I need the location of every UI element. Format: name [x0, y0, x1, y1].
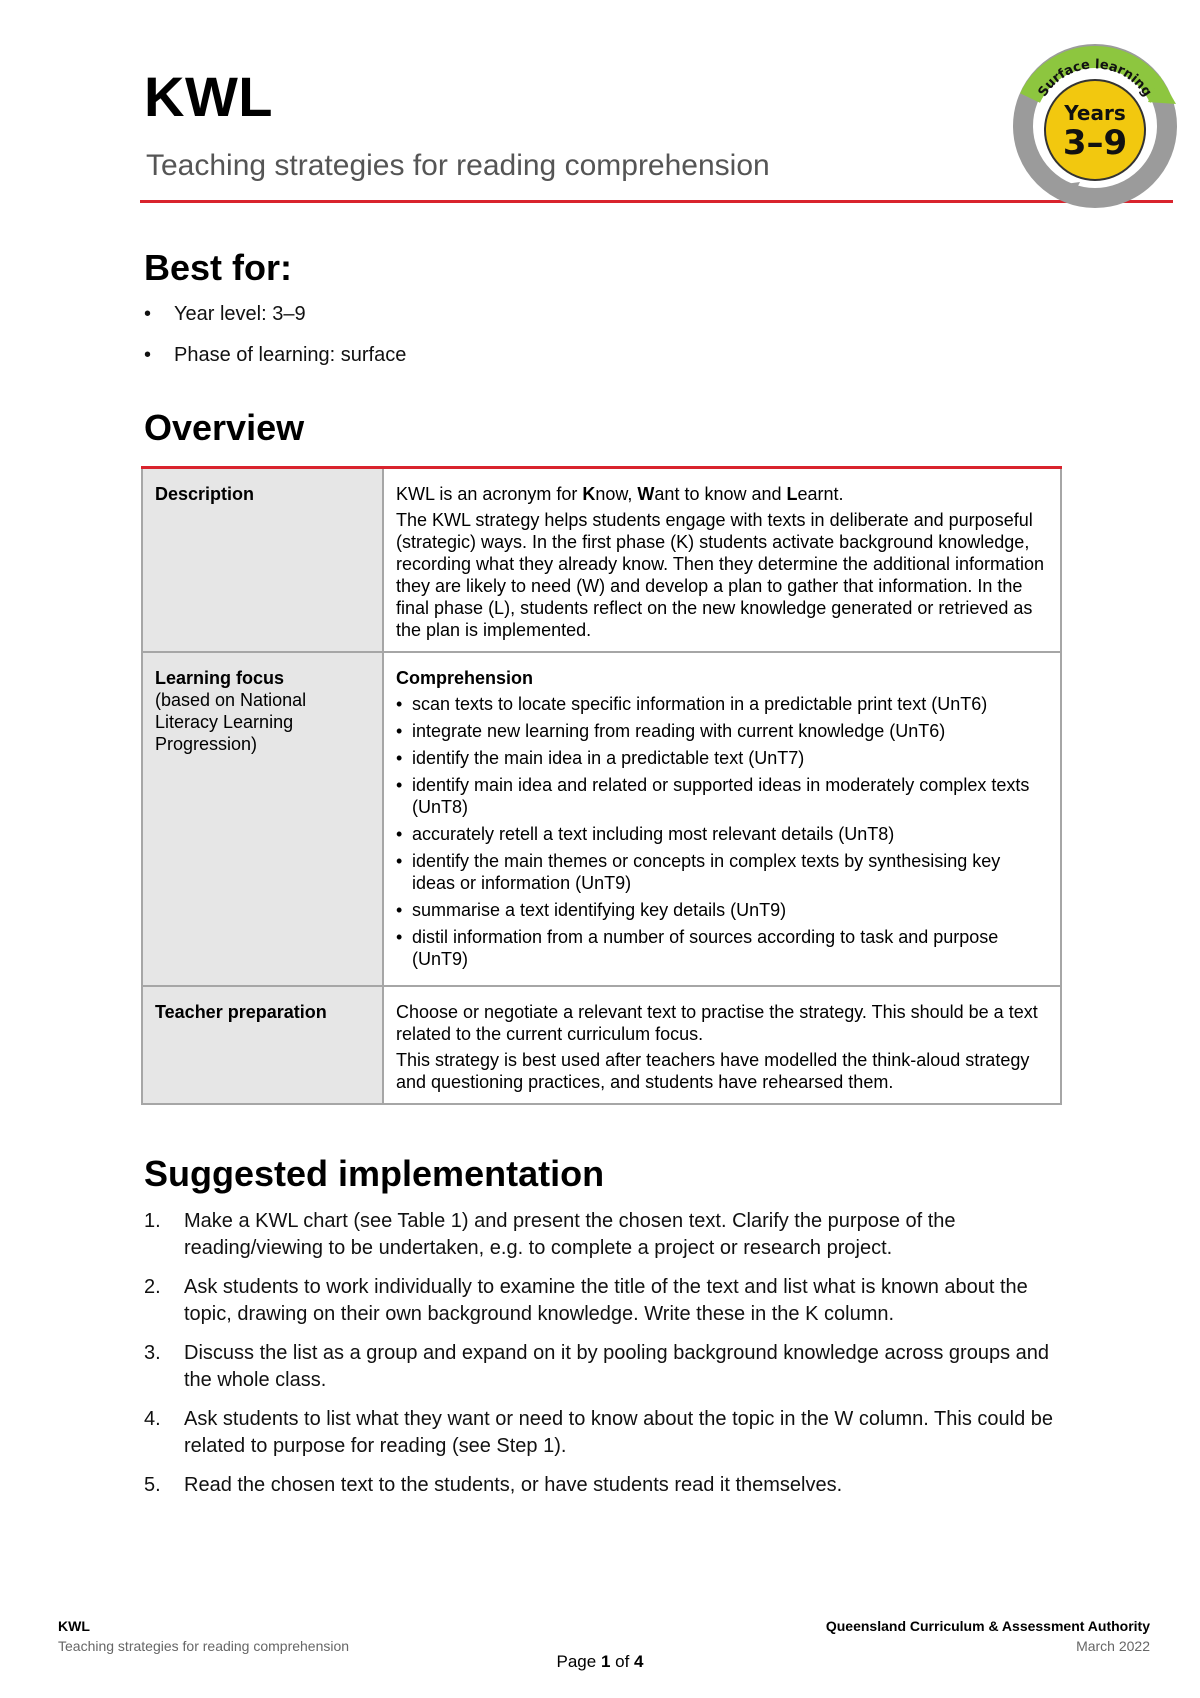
overview-heading: Overview	[144, 407, 305, 448]
list-item: • Phase of learning: surface	[144, 343, 406, 367]
list-item: • identify the main idea in a predictable text (UnT7)	[396, 747, 1048, 769]
years-badge-logo	[1010, 38, 1180, 208]
teacher-preparation-label: Teacher preparation	[155, 1002, 327, 1022]
description-intro: KWL is an acronym for Know, Want to know and Learnt.	[396, 484, 844, 504]
list-item: • distil information from a number of sources according to task and purpose (UnT9)	[396, 926, 1048, 970]
overview-table	[141, 466, 1062, 1105]
table-row-learning-focus	[142, 652, 1061, 986]
footer-right	[826, 1616, 1150, 1656]
list-item: • integrate new learning from reading with current knowledge (UnT6)	[396, 720, 1048, 742]
badge-top-label: Surface learning	[1035, 57, 1155, 100]
best-for-heading: Best for:	[144, 247, 293, 288]
list-item: • summarise a text identifying key details (UnT9)	[396, 899, 1048, 921]
comprehension-heading: Comprehension	[396, 668, 534, 688]
implementation-steps	[144, 1208, 1064, 1511]
teacher-preparation-cell	[383, 986, 1061, 1104]
implementation-heading: Suggested implementation	[144, 1153, 605, 1194]
footer-doc-subtitle: Teaching strategies for reading comprehension	[58, 1638, 350, 1654]
footer-date: March 2022	[1076, 1638, 1150, 1654]
learning-focus-note: (based on National Literacy Learning Progression)	[155, 690, 307, 754]
list-item: • identify main idea and related or supported ideas in moderately complex texts (UnT8)	[396, 774, 1048, 818]
list-item: • Year level: 3–9	[144, 302, 406, 326]
description-label: Description	[155, 484, 255, 504]
description-body: The KWL strategy helps students engage with texts in deliberate and purposeful (strategic) ways. In the first phase (K) students activate background knowledge, recording what they already know. Then they determine the additional information they are likely to need (W) and develop a plan to gather that information. In the final phase (L), students reflect on the new knowledge generated or retrieved as the plan is implemented.	[396, 510, 1045, 640]
list-item: • accurately retell a text including most relevant details (UnT8)	[396, 823, 1048, 845]
best-for-list	[144, 302, 406, 384]
table-label-cell	[142, 468, 383, 653]
table-row-teacher-preparation	[142, 986, 1061, 1104]
footer-left	[58, 1616, 349, 1656]
footer-organisation: Queensland Curriculum & Assessment Authority	[825, 1618, 1150, 1634]
step-item: 1. Make a KWL chart (see Table 1) and present the chosen text. Clarify the purpose of the reading/viewing to be undertaken, e.g. to complete a project or research project.	[144, 1210, 956, 1259]
page-number: Page 1 of 4	[556, 1652, 644, 1671]
step-item: 4. Ask students to list what they want or need to know about the topic in the W column. This could be related to purpose for reading (see Step 1).	[144, 1408, 1053, 1457]
list-item: • scan texts to locate specific information in a predictable print text (UnT6)	[396, 693, 1048, 715]
step-item: 5. Read the chosen text to the students, or have students read it themselves.	[144, 1474, 843, 1496]
learning-focus-list	[396, 693, 1048, 970]
page-title: KWL	[144, 65, 274, 128]
teacher-preparation-p2: This strategy is best used after teachers have modelled the think-aloud strategy and questioning practices, and students have rehearsed them.	[396, 1050, 1030, 1092]
table-label-cell	[142, 986, 383, 1104]
table-label-cell	[142, 652, 383, 986]
teacher-preparation-p1: Choose or negotiate a relevant text to practise the strategy. This should be a text related to the current curriculum focus.	[396, 1002, 1038, 1044]
badge-years-range: 3–9	[1062, 123, 1128, 163]
step-item: 3. Discuss the list as a group and expand on it by pooling background knowledge across groups and the whole class.	[144, 1342, 1049, 1391]
badge-years-label: Years	[1064, 101, 1126, 125]
description-cell	[383, 468, 1061, 653]
table-row-description	[142, 468, 1061, 653]
page-subtitle: Teaching strategies for reading comprehension	[146, 149, 770, 182]
learning-focus-cell	[383, 652, 1061, 986]
footer-doc-title: KWL	[58, 1618, 90, 1634]
list-item: • identify the main themes or concepts in complex texts by synthesising key ideas or information (UnT9)	[396, 850, 1048, 894]
step-item: 2. Ask students to work individually to examine the title of the text and list what is known about the topic, drawing on their own background knowledge. Write these in the K column.	[144, 1276, 1028, 1325]
learning-focus-label: Learning focus	[155, 668, 285, 688]
